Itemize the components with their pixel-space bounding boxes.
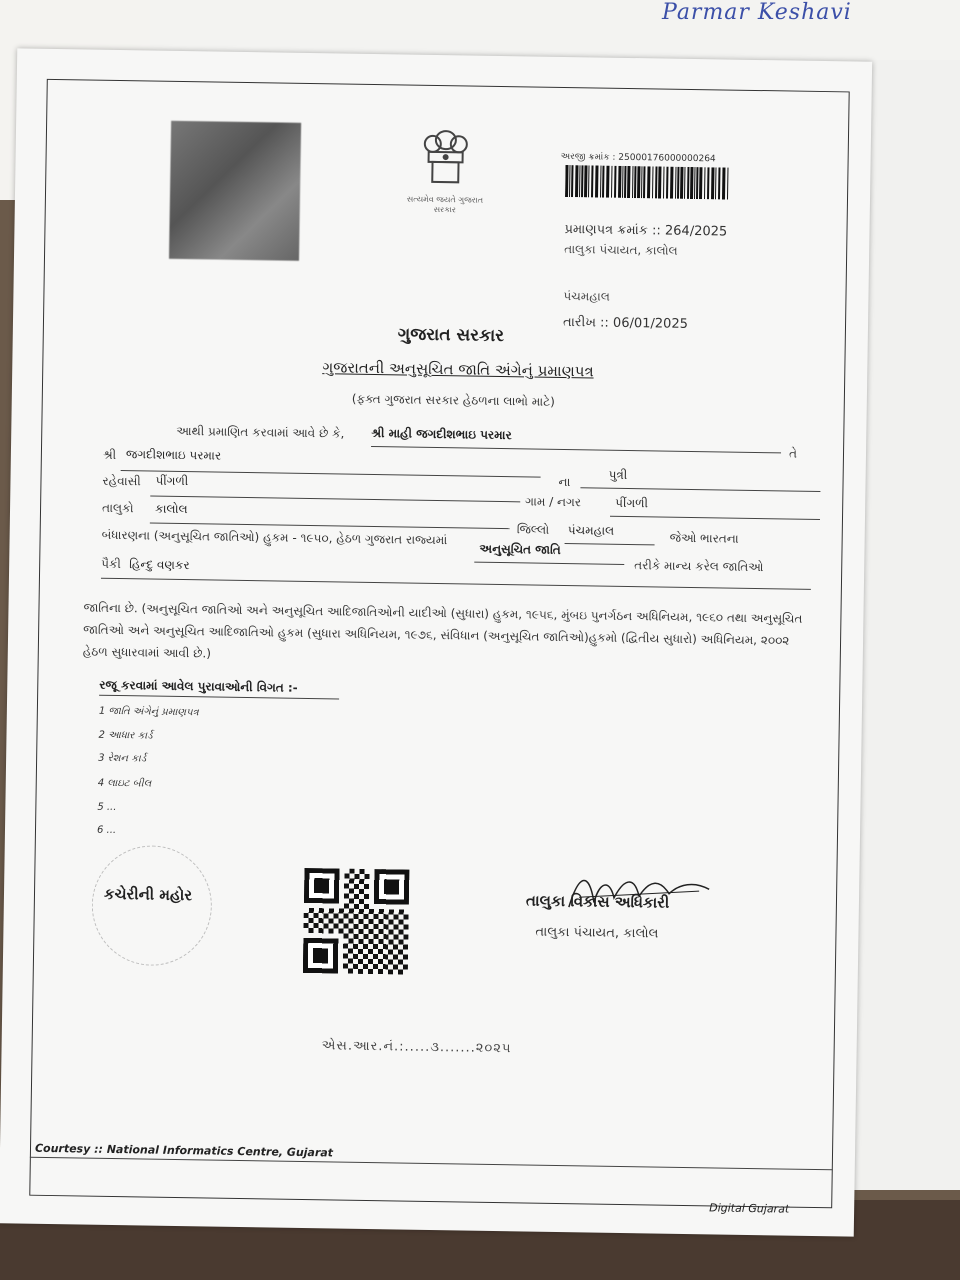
sr-number: એસ.આર.નં.:.....૩.......૨૦૨૫ (321, 1038, 512, 1057)
relation-value: પુત્રી (608, 467, 628, 482)
digital-gujarat-label: Digital Gujarat (709, 1201, 790, 1216)
certificate-document (0, 48, 872, 1236)
te-text: તે (788, 446, 798, 461)
issuing-office: તાલુકા પંચાયત, કાલોલ (564, 241, 678, 258)
certificate-number: પ્રમાણપત્ર ક્રમાંક :: 264/2025 (564, 221, 728, 240)
father-name: જગદીશભાઇ પરમાર (125, 447, 222, 463)
document-item: 5 ... (97, 801, 117, 814)
application-number: અરજી ક્રમાંક : 25000176000000264 (560, 151, 716, 165)
document-item: 6 ... (96, 824, 117, 837)
category-value: અનુસૂચિત જાતિ (479, 541, 561, 557)
district-label: જિલ્લો (516, 522, 550, 537)
applicant-photo (169, 121, 301, 261)
constitution-text: બંધારણના (અનુસૂચિત જાતિઓ) હુકમ - ૧૯૫૦, હેઠળ ગુજરાત રાજ્યમાં (101, 527, 448, 548)
certificate-subtitle: (ફક્ત ગુજરાત સરકાર હેઠળના લાભો માટે) (351, 391, 555, 409)
document-item: 1 જાતિ અંગેનું પ્રમાણપત્ર (98, 705, 199, 719)
document-item: 4 લાઇટ બીલ (97, 777, 152, 790)
issuing-district: પંચમહાલ (563, 288, 610, 304)
recognised-text: તરીકે માન્ય કરેલ જાતિઓ (634, 558, 764, 575)
background-handwriting: Parmar Keshavi (662, 0, 852, 25)
document-item: 2 આધાર કાર્ડ (98, 729, 153, 742)
sub-label: પૈકી (101, 556, 122, 572)
issue-date: તારીખ :: 06/01/2025 (562, 314, 689, 332)
emblem-caption: સત્યમેવ જયતે ગુજરાત સરકાર (406, 194, 484, 215)
officer-designation: તાલુકા વિકાસ અધિકારી (525, 891, 670, 912)
district-value: પંચમહાલ (567, 523, 615, 538)
documents-heading: રજૂ કરવામાં આવેલ પુરાવાઓની વિગત :- (99, 677, 298, 695)
je-label: જેઓ ભારતના (669, 530, 739, 546)
legal-paragraph: જાતિના છે. (અનુસૂચિત જાતિઓ અને અનુસૂચિત આદિજાતિઓની યાદીઓ (સુધારા) હુકમ, ૧૯૫૬, મુંબઇ પુનર્ગઠન અધિનિયમ, ૧૯૬૦ તથા અનુસૂચિત જાતિઓ અને અનુસૂચિત આદિજાતિઓ હુકમ (સુધારા અધિનિયમ, ૧૯૭૬, સંવિધાન (અનુસૂચિત જાતિઓ)હુકમો (દ્વિતીય સુધારો) અધિનિયમ, ૨૦૦૨ હેઠળ સુધારવામાં આવી છે.) (82, 600, 803, 661)
taluka-value: કાલોલ (154, 501, 188, 517)
courtesy-text: Courtesy :: National Informatics Centre, Gujarat (34, 1141, 334, 1160)
resident-label: રહેવાસી (102, 473, 141, 489)
taluka-label: તાલુકો (101, 500, 134, 516)
officer-office: તાલુકા પંચાયત, કાલોલ (535, 924, 659, 942)
shri-label: શ્રી (102, 447, 117, 462)
qr-code (303, 868, 410, 975)
village-label: ગામ / નગર (525, 494, 582, 510)
applicant-name: શ્રી માહી જગદીશભાઇ પરમાર (371, 425, 512, 443)
intro-text: આથી પ્રમાણિત કરવામાં આવે છે કે, (176, 423, 345, 441)
caste-value: હિન્દુ વણકર (129, 557, 190, 573)
document-item: 3 રેશન કાર્ડ (98, 752, 147, 765)
certificate-title: ગુજરાતની અનુસૂચિત જાતિ અંગેનું પ્રમાણપત્ર (322, 358, 594, 381)
barcode (565, 165, 730, 200)
resident-value: પીંગળી (155, 473, 189, 489)
relation-label: ના (558, 474, 571, 490)
village-value: પીંગળી (615, 495, 649, 511)
office-seal-label: કચેરીની મહોર (103, 884, 193, 905)
government-heading: ગુજરાત સરકાર (397, 324, 505, 347)
